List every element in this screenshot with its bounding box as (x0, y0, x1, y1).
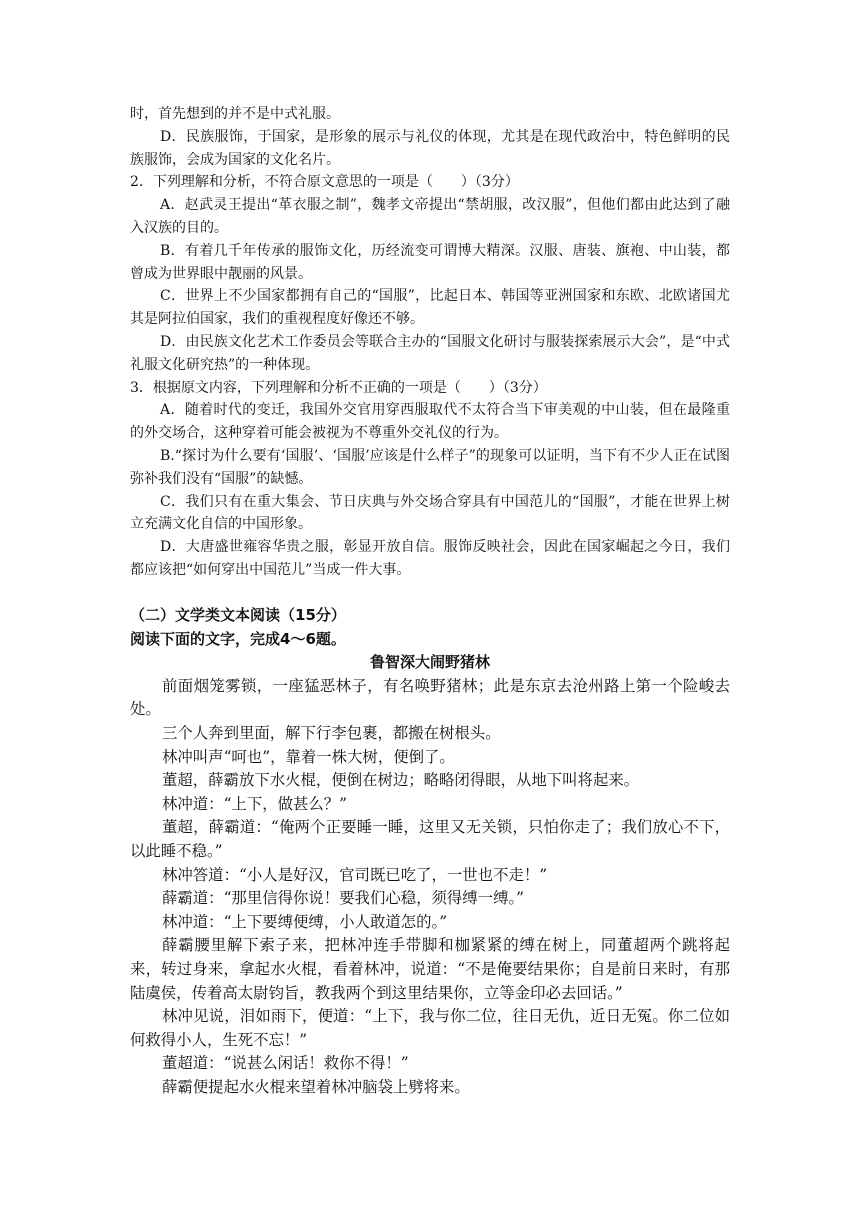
section-heading: （二）文学类文本阅读（15分） (130, 606, 346, 624)
story-paragraph: 林冲道：“上下，做甚么？” (162, 794, 348, 813)
story-paragraph: 薛霸便提起水火棍来望着林冲脑袋上劈将来。 (162, 1077, 470, 1096)
reading-section (130, 604, 730, 1099)
story-paragraph: 董超，薛霸道：“俺两个正要睡一睡，这里又无关锁，只怕你走了；我们放心不下，以此睡不稳。” (130, 818, 730, 860)
story-paragraph: 薛霸腰里解下索子来，把林冲连手带脚和枷紧紧的缚在树上，同董超两个跳将起来，转过身来，拿起水火棍，看着林冲，说道：“不是俺要结果你；自是前日来时，有那陆虞侯，传着高太尉钧旨，教我两个到这里结果你，立等金印必去回话。” (130, 936, 730, 1002)
question-3-stem: 3．根据原文内容，下列理解和分析不正确的一项是（ ）（3分） (130, 379, 547, 396)
story-paragraph: 前面烟笼雾锁，一座猛恶林子，有名唤野猪林；此是东京去沧州路上第一个险峻去处。 (130, 676, 730, 719)
story-paragraph: 林冲答道：“小人是好汉，官司既已吃了，一世也不走！” (162, 865, 548, 884)
story-paragraph: 林冲叫声“呵也”，靠着一株大树，便倒了。 (162, 747, 455, 766)
answer-line: 时，首先想到的并不是中式礼服。 (130, 106, 340, 122)
section-instruction: 阅读下面的文字，完成4～6题。 (130, 629, 346, 648)
question-3-option-d: D．大唐盛世雍容华贵之服，彰显开放自信。服饰反映社会，因此在国家崛起之今日，我们都应该把“如何穿出中国范儿”当成一件大事。 (130, 539, 730, 578)
story-paragraph: 三个人奔到里面，解下行李包裹，都搬在树根头。 (162, 723, 501, 742)
questions-section (130, 103, 730, 582)
story-paragraph: 董超道：“说甚么闲话！救你不得！” (162, 1054, 409, 1073)
story-title: 鲁智深大闹野猪林 (369, 653, 490, 672)
story-paragraph: 林冲见说，泪如雨下，便道：“上下，我与你二位，往日无仇，近日无冤。你二位如何救得小人，生死不忘！” (130, 1007, 730, 1049)
story-paragraph: 林冲道：“上下要缚便缚，小人敢道怎的。” (162, 912, 448, 931)
story-paragraph: 薛霸道：“那里信得你说！要我们心稳，须得缚一缚。” (162, 889, 525, 908)
answer-option: D．民族服饰，于国家，是形象的展示与礼仪的体现，尤其是在现代政治中，特色鲜明的民族服饰，会成为国家的文化名片。 (130, 128, 730, 168)
question-2-option-d: D．由民族文化艺术工作委员会等联合主办的“国服文化研讨与服装探索展示大会”，是“中式礼服文化研究热”的一种体现。 (130, 333, 730, 373)
question-3-option-a: A．随着时代的变迁，我国外交官用穿西服取代不太符合当下审美观的中山装，但在最隆重的外交场合，这种穿着可能会被视为不尊重外交礼仪的行为。 (130, 402, 730, 442)
question-3-option-b: B.“探讨为什么要有‘国服’、‘国服’应该是什么样子”的现象可以证明，当下有不少人正在试图弥补我们没有“国服”的缺憾。 (130, 447, 730, 487)
question-2-option-a: A．赵武灵王提出“革衣服之制”，魏孝文帝提出“禁胡服，改汉服”，但他们都由此达到了融入汉族的目的。 (130, 197, 730, 236)
question-3-option-c: C．我们只有在重大集会、节日庆典与外交场合穿具有中国范儿的“国服”，才能在世界上树立充满文化自信的中国形象。 (130, 493, 730, 533)
story-paragraph: 董超，薛霸放下水火棍，便倒在树边；略略闭得眼，从地下叫将起来。 (162, 771, 640, 790)
question-2-option-c: C．世界上不少国家都拥有自己的“国服”，比起日本、韩国等亚洲国家和东欧、北欧诸国尤其是阿拉伯国家，我们的重视程度好像还不够。 (130, 288, 730, 328)
question-2-option-b: B．有着几千年传承的服饰文化，历经流变可谓博大精深。汉服、唐装、旗袍、中山装，都曾成为世界眼中靓丽的风景。 (130, 242, 730, 282)
question-2-stem: 2．下列理解和分析，不符合原文意思的一项是（ ）（3分） (130, 174, 519, 191)
